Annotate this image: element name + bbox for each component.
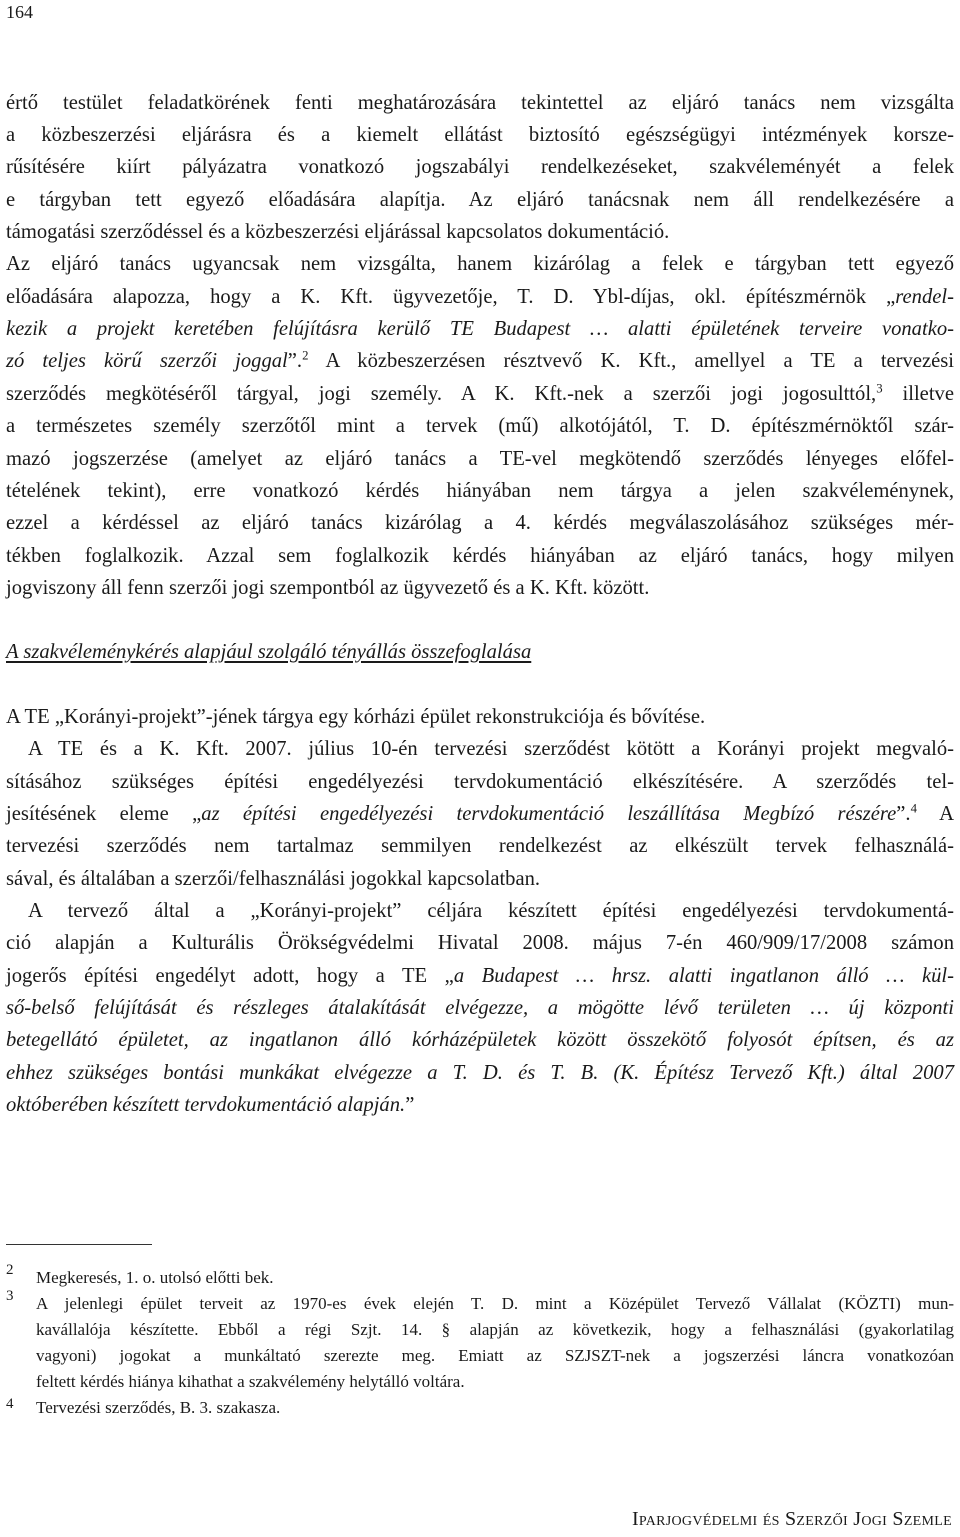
body-line: A TE „Korányi-projekt”-jének tárgya egy kórházi épület rekonstrukciója és bővítése.	[6, 706, 706, 728]
footnote-number: 3	[6, 1288, 14, 1304]
footnote-ref: 4	[910, 801, 917, 816]
body-line: e tárgyban tett egyező előadására alapítja. Az eljáró tanácsnak nem áll rendelkezésére a	[6, 189, 954, 211]
section-heading: A szakvéleménykérés alapjául szolgáló tényállás összefoglalása	[6, 641, 532, 663]
footnote-number: 4	[6, 1396, 14, 1412]
body-line: rűsítésére kiírt pályázatra vonatkozó jogszabályi rendelkezéseket, szakvéleményét a felek	[6, 156, 954, 178]
footnote-line: Tervezési szerződés, B. 3. szakasza.	[36, 1398, 281, 1417]
body-line: októberében készített tervdokumentáció alapján.”	[6, 1094, 415, 1116]
footnote-ref: 3	[876, 381, 883, 396]
footnote-line: feltett kérdés hiánya kihathat a szakvélemény helytálló voltára.	[36, 1372, 465, 1391]
body-line: ső-belső felújítását és részleges átalakítását elvégezze, a mögötte lévő területen … új központi	[6, 997, 954, 1019]
body-line: ezzel a kérdéssel az eljáró tanács kizárólag a 4. kérdés megválaszolásához szükséges mér-	[6, 512, 954, 534]
body-line: betegellátó épületet, az ingatlanon álló kórházépületek között összekötő folyosót építsen, és az	[6, 1029, 954, 1051]
body-line: támogatási szerződéssel és a közbeszerzési eljárással kapcsolatos dokumentáció.	[6, 221, 670, 243]
body-line: jogviszony áll fenn szerzői jogi szempontból az ügyvezető és a K. Kft. között.	[6, 577, 650, 599]
body-line: ehhez szükséges bontási munkákat elvégezze a T. D. és T. B. (K. Építész Tervező Kft.) által 2007	[6, 1062, 954, 1084]
footnote-line: Megkeresés, 1. o. utolsó előtti bek.	[36, 1268, 274, 1287]
page-number: 164	[6, 2, 33, 22]
body-line: tékben foglalkozik. Azzal sem foglalkozik kérdés hiányában az eljáró tanács, hogy milyen	[6, 545, 954, 567]
body-line: sításához szükséges építési engedélyezési tervdokumentáció elkészítésére. A szerződés tel-	[6, 771, 954, 793]
footnote-number: 2	[6, 1262, 14, 1278]
footnote-line: A jelenlegi épület terveit az 1970-es évek elején T. D. mint a Középület Tervező Vállalat (KÖZTI) mun-	[36, 1294, 954, 1313]
body-line: Az eljáró tanács ugyancsak nem vizsgálta, hanem kizárólag a felek e tárgyban tett egyező	[6, 253, 954, 275]
body-line: A TE és a K. Kft. 2007. július 10-én tervezési szerződést kötött a Korányi projekt megvaló-	[28, 738, 954, 760]
body-line: jesítésének eleme „az építési engedélyezési tervdokumentáció leszállítása Megbízó részére”.$^4$ A	[6, 801, 954, 825]
footnote-separator	[6, 1244, 152, 1245]
body-line: mazó jogszerzése (amelyet az eljáró tanács a TE-vel megkötendő szerződés lényeges előfel-	[6, 448, 954, 470]
footnote-ref: 2	[302, 348, 309, 363]
body-line: sával, és általában a szerzői/felhasználási jogokkal kapcsolatban.	[6, 868, 541, 890]
body-line: szerződés megkötéséről tárgyal, jogi személy. A K. Kft.-nek a szerzői jogi jogosulttól,$^3$ illetve	[6, 381, 954, 405]
body-line: zó teljes körű szerzői joggal”.$^2$ A közbeszerzésen résztvevő K. Kft., amellyel a TE a tervezési	[6, 348, 954, 372]
body-line: ció alapján a Kulturális Örökségvédelmi Hivatal 2008. május 7-én 460/909/17/2008 számon	[6, 932, 954, 954]
journal-title: Iparjogvédelmi és Szerzői Jogi Szemle	[631, 1508, 952, 1530]
body-line: jogerős építési engedélyt adott, hogy a TE „a Budapest … hrsz. alatti ingatlanon álló … kül-	[6, 965, 955, 987]
body-line: kezik a projekt keretében felújításra kerülő TE Budapest … alatti épületének terveire vonatko-	[6, 318, 954, 340]
body-line: előadására alapozza, hogy a K. Kft. ügyvezetője, T. D. Ybl-díjas, okl. építészmérnök „rendel-	[6, 286, 954, 308]
body-line: a természetes személy szerzőtől mint a tervek (mű) alkotójától, T. D. építészmérnöktől szár-	[6, 415, 954, 437]
body-line: A tervező által a „Korányi-projekt” céljára készített építési engedélyezési tervdokumentá-	[28, 900, 954, 922]
body-line: tételének tekint), erre vonatkozó kérdés hiányában nem tárgya a jelen szakvéleménynek,	[6, 480, 954, 502]
footnote-line: kavállalója készítette. Ebből a régi Szjt. 14. § alapján az következik, hogy a felhasználási (gyakorlatilag	[36, 1320, 954, 1339]
body-line: tervezési szerződés nem tartalmaz semmilyen rendelkezést az elkészült tervek felhasználá-	[6, 835, 954, 857]
body-line: a közbeszerzési eljárásra és a kiemelt ellátást biztosító egészségügyi intézmények korsze-	[6, 124, 954, 146]
body-line: értő testület feladatkörének fenti meghatározására tekintettel az eljáró tanács nem vizsgálta	[6, 92, 954, 114]
footnote-line: vagyoni) jogokat a munkáltató szerezte meg. Emiatt az SZJSZT-nek a jogszerzési láncra vonatkozóan	[36, 1346, 954, 1365]
